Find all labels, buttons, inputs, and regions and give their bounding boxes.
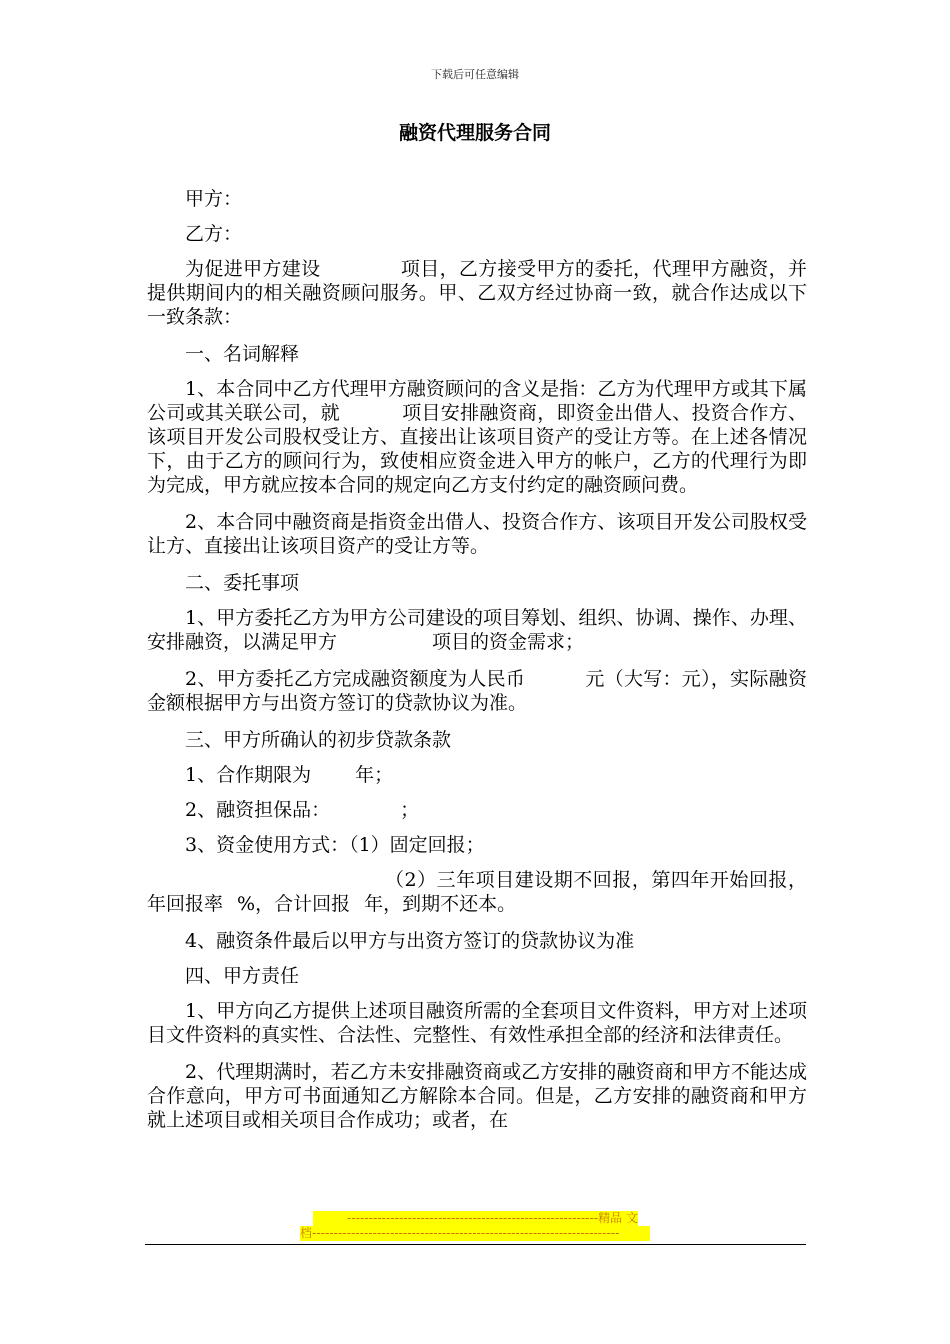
section-1-paragraph-1: [147, 377, 807, 497]
s3-i1-text-b: 年；: [355, 764, 394, 786]
section-3-item-3-option-2: [147, 868, 807, 916]
s3-i3b-text-c: 年，到期不还本。: [364, 893, 517, 915]
section-4-heading: 四、甲方责任: [185, 965, 300, 987]
section-3-item-2: [147, 798, 807, 822]
section-3-item-3: 3、资金使用方式：（1）固定回报；: [185, 834, 485, 856]
section-1-heading: 一、名词解释: [185, 343, 300, 365]
s3-i2-text-b: ；: [400, 799, 420, 821]
s2-p1-text-b: 项目的资金需求；: [432, 631, 585, 653]
section-4-paragraph-1: 1、甲方向乙方提供上述项目融资所需的全套项目文件资料，甲方对上述项目文件资料的真实性、合法性、完整性、有效性承担全部的经济和法律责任。: [147, 1000, 807, 1046]
section-2-paragraph-2: [147, 667, 807, 715]
section-3-item-1: [147, 763, 807, 787]
party-b-line: 乙方：: [185, 223, 243, 245]
intro-text-2: 项目，乙方接受甲方的委托，代理甲方融资，并提供期间内的相关融资顾问服务。甲、乙双方经过协商一致，就合作达成以下一致条款：: [147, 258, 807, 328]
footer-watermark-line-2: 档-----------------------------------------------------------------------: [300, 1226, 650, 1241]
s3-i2-text-a: 2、融资担保品：: [185, 799, 331, 821]
s2-p2-text-b: 元（大写：元），实际融资金额根据甲方与出资方签订的贷款协议为准。: [147, 668, 807, 714]
s2-p2-text-a: 2、甲方委托乙方完成融资额度为人民币: [185, 668, 526, 690]
section-3-item-4: 4、融资条件最后以甲方与出资方签订的贷款协议为准: [185, 930, 635, 952]
s3-i3b-text-a: （2）三年项目建设期不回报，第四年开始回报，年回报率: [147, 869, 807, 915]
section-2-heading: 二、委托事项: [185, 572, 300, 594]
section-1-paragraph-2: 2、本合同中融资商是指资金出借人、投资合作方、该项目开发公司股权受让方、直接出让该项目资产的受让方等。: [147, 511, 807, 557]
s3-i1-text-a: 1、合作期限为: [185, 764, 312, 786]
intro-text-1: 为促进甲方建设: [185, 258, 321, 280]
header-note: 下载后可任意编辑: [431, 68, 519, 81]
section-2-paragraph-1: [147, 606, 807, 654]
footer-watermark-line-1: ----------------------------------------------------------精品 文: [313, 1211, 638, 1226]
s3-i3b-text-b: %，合计回报: [237, 893, 351, 915]
section-3-heading: 三、甲方所确认的初步贷款条款: [185, 729, 452, 751]
contract-body: [147, 187, 807, 1132]
s2-p1-text-a: 1、甲方委托乙方为甲方公司建设的项目筹划、组织、协调、操作、办理、安排融资，以满足甲方: [147, 607, 807, 653]
party-a-line: 甲方：: [185, 188, 243, 210]
s1-p1-text-a: 1、本合同中乙方代理甲方融资顾问的含义是指：乙方为代理甲方或其下属公司或其关联公司，就: [147, 378, 807, 424]
footer-divider: [145, 1244, 806, 1245]
section-4-paragraph-2: 2、代理期满时，若乙方未安排融资商或乙方安排的融资商和甲方不能达成合作意向，甲方可书面通知乙方解除本合同。但是，乙方安排的融资商和甲方就上述项目或相关项目合作成功；或者，在: [147, 1061, 807, 1131]
s1-p1-text-b: 项目安排融资商，即资金出借人、投资合作方、该项目开发公司股权受让方、直接出让该项目资产的受让方等。在上述各情况下，由于乙方的顾问行为，致使相应资金进入甲方的帐户，乙方的代理行为即为完成，甲方就应按本合同的规定向乙方支付约定的融资顾问费。: [147, 402, 807, 496]
intro-paragraph: [147, 257, 807, 329]
document-title: 融资代理服务合同: [398, 122, 551, 144]
